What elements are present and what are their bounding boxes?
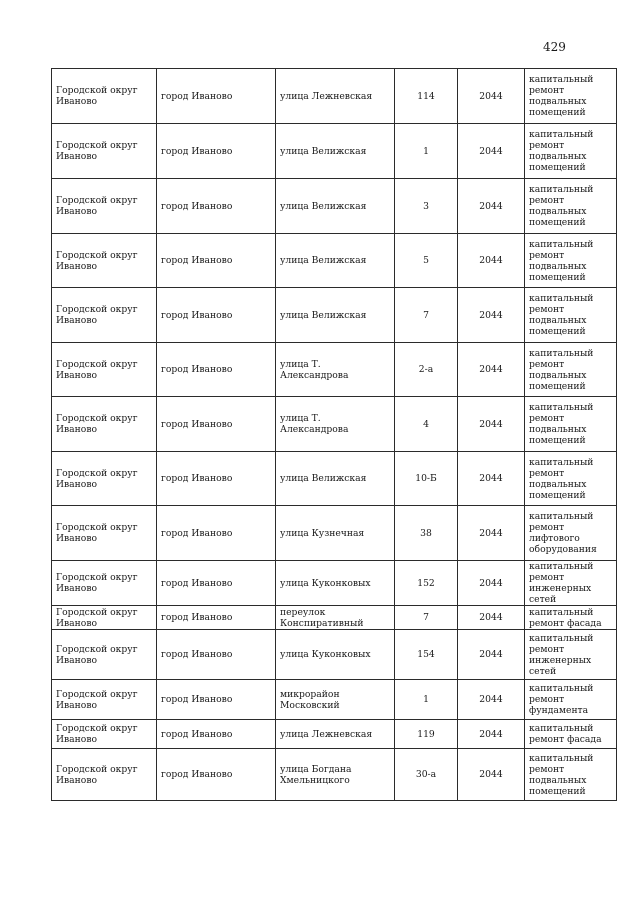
work-type-cell: капитальный ремонт инженерных сетей bbox=[525, 561, 617, 606]
municipality-cell: Городской округ Иваново bbox=[52, 397, 157, 452]
street-cell: переулок Конспиративный bbox=[276, 606, 395, 630]
table-row bbox=[52, 69, 617, 124]
municipality-cell: Городской округ Иваново bbox=[52, 124, 157, 179]
street-cell: улица Кузнечная bbox=[276, 506, 395, 561]
work-type-cell: капитальный ремонт подвальных помещений bbox=[525, 179, 617, 234]
house-number-cell: 1 bbox=[395, 680, 458, 720]
year-cell: 2044 bbox=[458, 69, 525, 124]
municipality-cell: Городской округ Иваново bbox=[52, 630, 157, 680]
city-cell: город Иваново bbox=[157, 630, 276, 680]
street-cell: улица Лежневская bbox=[276, 69, 395, 124]
street-cell: улица Куконковых bbox=[276, 630, 395, 680]
street-cell: улица Т. Александрова bbox=[276, 397, 395, 452]
table-row bbox=[52, 343, 617, 397]
city-cell: город Иваново bbox=[157, 506, 276, 561]
house-number-cell: 3 bbox=[395, 179, 458, 234]
year-cell: 2044 bbox=[458, 749, 525, 801]
work-type-cell: капитальный ремонт фундамента bbox=[525, 680, 617, 720]
municipality-cell: Городской округ Иваново bbox=[52, 234, 157, 288]
work-type-cell: капитальный ремонт подвальных помещений bbox=[525, 69, 617, 124]
city-cell: город Иваново bbox=[157, 69, 276, 124]
house-number-cell: 30-а bbox=[395, 749, 458, 801]
table-body bbox=[52, 69, 617, 801]
house-number-cell: 154 bbox=[395, 630, 458, 680]
street-cell: улица Богдана Хмельницкого bbox=[276, 749, 395, 801]
municipality-cell: Городской округ Иваново bbox=[52, 452, 157, 506]
house-number-cell: 7 bbox=[395, 606, 458, 630]
work-type-cell: капитальный ремонт подвальных помещений bbox=[525, 124, 617, 179]
street-cell: улица Велижская bbox=[276, 452, 395, 506]
year-cell: 2044 bbox=[458, 630, 525, 680]
municipality-cell: Городской округ Иваново bbox=[52, 506, 157, 561]
table-row bbox=[52, 680, 617, 720]
year-cell: 2044 bbox=[458, 343, 525, 397]
year-cell: 2044 bbox=[458, 179, 525, 234]
street-cell: улица Лежневская bbox=[276, 720, 395, 749]
work-type-cell: капитальный ремонт фасада bbox=[525, 606, 617, 630]
table-row bbox=[52, 630, 617, 680]
street-cell: улица Т. Александрова bbox=[276, 343, 395, 397]
year-cell: 2044 bbox=[458, 234, 525, 288]
city-cell: город Иваново bbox=[157, 720, 276, 749]
work-type-cell: капитальный ремонт подвальных помещений bbox=[525, 749, 617, 801]
city-cell: город Иваново bbox=[157, 288, 276, 343]
house-number-cell: 114 bbox=[395, 69, 458, 124]
table-row bbox=[52, 606, 617, 630]
work-type-cell: капитальный ремонт фасада bbox=[525, 720, 617, 749]
street-cell: улица Велижская bbox=[276, 179, 395, 234]
table-row bbox=[52, 288, 617, 343]
table-row bbox=[52, 561, 617, 606]
municipality-cell: Городской округ Иваново bbox=[52, 343, 157, 397]
house-number-cell: 5 bbox=[395, 234, 458, 288]
year-cell: 2044 bbox=[458, 561, 525, 606]
work-type-cell: капитальный ремонт подвальных помещений bbox=[525, 288, 617, 343]
street-cell: микрорайон Московский bbox=[276, 680, 395, 720]
city-cell: город Иваново bbox=[157, 343, 276, 397]
year-cell: 2044 bbox=[458, 506, 525, 561]
city-cell: город Иваново bbox=[157, 680, 276, 720]
street-cell: улица Велижская bbox=[276, 234, 395, 288]
house-number-cell: 152 bbox=[395, 561, 458, 606]
street-cell: улица Куконковых bbox=[276, 561, 395, 606]
city-cell: город Иваново bbox=[157, 561, 276, 606]
year-cell: 2044 bbox=[458, 452, 525, 506]
table-row bbox=[52, 749, 617, 801]
table-row bbox=[52, 397, 617, 452]
table-row bbox=[52, 720, 617, 749]
city-cell: город Иваново bbox=[157, 452, 276, 506]
year-cell: 2044 bbox=[458, 124, 525, 179]
page-number: 429 bbox=[543, 40, 566, 54]
city-cell: город Иваново bbox=[157, 124, 276, 179]
municipality-cell: Городской округ Иваново bbox=[52, 561, 157, 606]
table-row bbox=[52, 506, 617, 561]
house-number-cell: 1 bbox=[395, 124, 458, 179]
street-cell: улица Велижская bbox=[276, 124, 395, 179]
municipality-cell: Городской округ Иваново bbox=[52, 749, 157, 801]
house-number-cell: 2-а bbox=[395, 343, 458, 397]
work-type-cell: капитальный ремонт лифтового оборудования bbox=[525, 506, 617, 561]
municipality-cell: Городской округ Иваново bbox=[52, 680, 157, 720]
city-cell: город Иваново bbox=[157, 397, 276, 452]
city-cell: город Иваново bbox=[157, 749, 276, 801]
year-cell: 2044 bbox=[458, 680, 525, 720]
table-row bbox=[52, 179, 617, 234]
municipality-cell: Городской округ Иваново bbox=[52, 179, 157, 234]
work-type-cell: капитальный ремонт подвальных помещений bbox=[525, 397, 617, 452]
municipality-cell: Городской округ Иваново bbox=[52, 720, 157, 749]
municipality-cell: Городской округ Иваново bbox=[52, 606, 157, 630]
house-number-cell: 4 bbox=[395, 397, 458, 452]
city-cell: город Иваново bbox=[157, 179, 276, 234]
house-number-cell: 38 bbox=[395, 506, 458, 561]
street-cell: улица Велижская bbox=[276, 288, 395, 343]
work-type-cell: капитальный ремонт инженерных сетей bbox=[525, 630, 617, 680]
repair-schedule-table bbox=[51, 68, 617, 801]
house-number-cell: 119 bbox=[395, 720, 458, 749]
work-type-cell: капитальный ремонт подвальных помещений bbox=[525, 234, 617, 288]
house-number-cell: 10-Б bbox=[395, 452, 458, 506]
year-cell: 2044 bbox=[458, 397, 525, 452]
work-type-cell: капитальный ремонт подвальных помещений bbox=[525, 452, 617, 506]
house-number-cell: 7 bbox=[395, 288, 458, 343]
year-cell: 2044 bbox=[458, 288, 525, 343]
table-row bbox=[52, 124, 617, 179]
year-cell: 2044 bbox=[458, 606, 525, 630]
municipality-cell: Городской округ Иваново bbox=[52, 288, 157, 343]
municipality-cell: Городской округ Иваново bbox=[52, 69, 157, 124]
work-type-cell: капитальный ремонт подвальных помещений bbox=[525, 343, 617, 397]
table-row bbox=[52, 234, 617, 288]
table-row bbox=[52, 452, 617, 506]
year-cell: 2044 bbox=[458, 720, 525, 749]
city-cell: город Иваново bbox=[157, 234, 276, 288]
city-cell: город Иваново bbox=[157, 606, 276, 630]
